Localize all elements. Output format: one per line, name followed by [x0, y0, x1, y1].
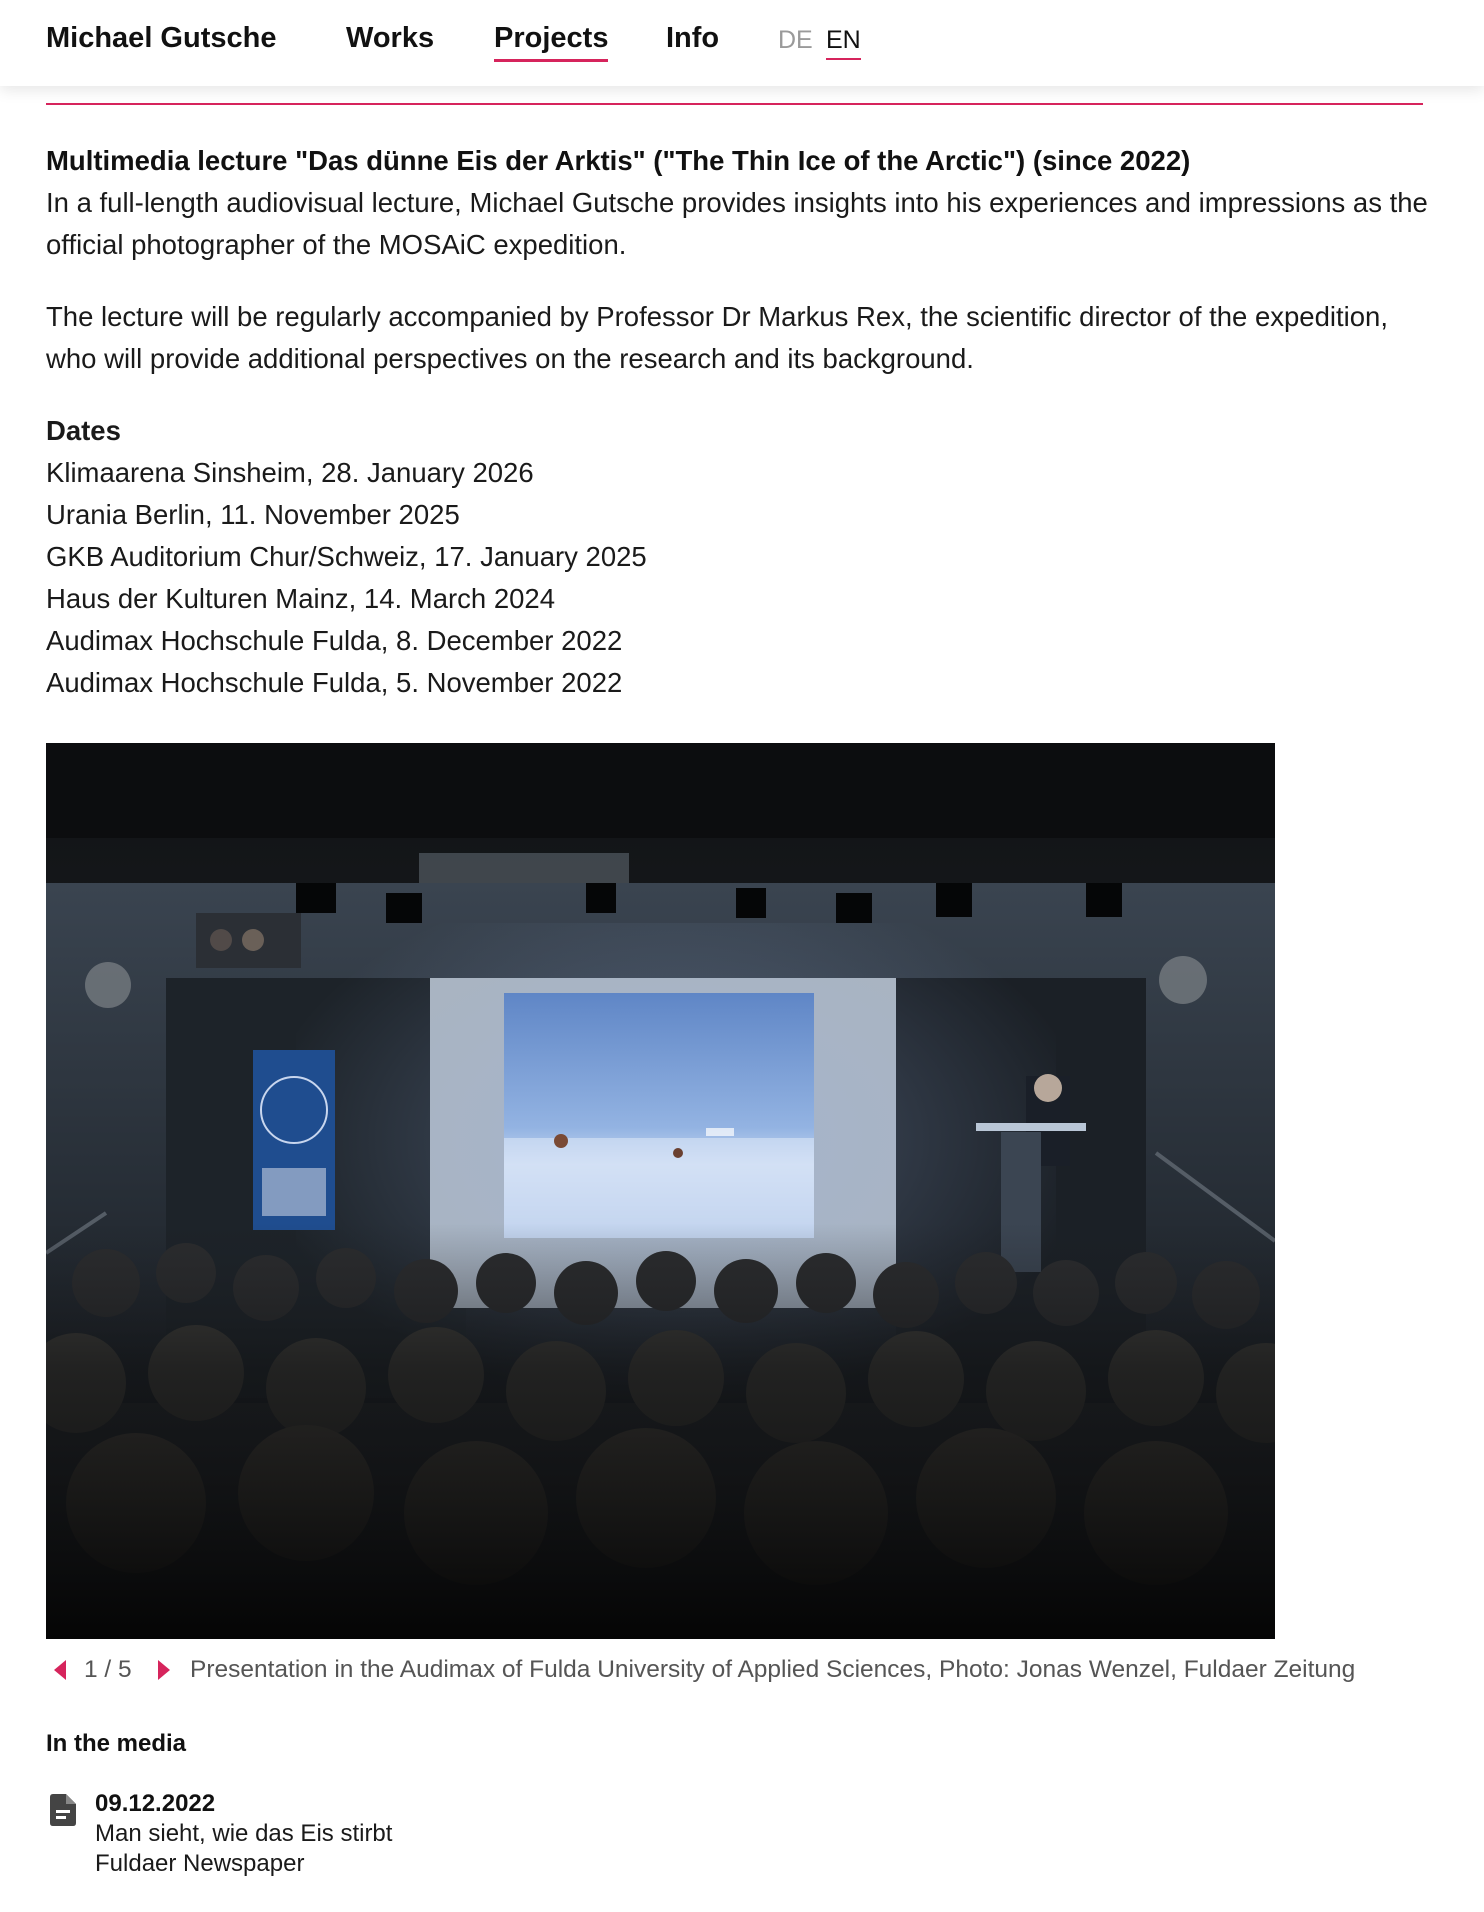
nav-info[interactable]: Info — [666, 22, 720, 54]
top-navigation — [0, 0, 1484, 86]
media-source: Fuldaer Newspaper — [95, 1850, 305, 1877]
media-article-link[interactable]: Man sieht, wie das Eis stirbt — [95, 1820, 393, 1847]
date-item: Haus der Kulturen Mainz, 14. March 2024 — [46, 583, 556, 614]
gallery-counter: 1 / 5 — [84, 1656, 132, 1683]
date-item: Klimaarena Sinsheim, 28. January 2026 — [46, 457, 534, 488]
nav-works[interactable]: Works — [346, 22, 435, 54]
accent-divider — [46, 103, 1423, 105]
date-item: Audimax Hochschule Fulda, 8. December 2022 — [46, 625, 623, 656]
gallery-caption: Presentation in the Audimax of Fulda University of Applied Sciences, Photo: Jonas Wenzel, Fuldaer Zeitung — [190, 1656, 1356, 1683]
next-arrow-icon[interactable] — [158, 1660, 170, 1680]
gallery-caption-row — [46, 1652, 1446, 1688]
project-accompaniment: The lecture will be regularly accompanied by Professor Dr Markus Rex, the scientific director of the expedition, who will provide additional perspectives on the research and its background. — [46, 301, 1388, 374]
gallery-photo[interactable] — [46, 743, 1275, 1639]
dates-heading: Dates — [46, 415, 121, 446]
site-brand[interactable]: Michael Gutsche — [46, 22, 277, 54]
project-intro: In a full-length audiovisual lecture, Michael Gutsche provides insights into his experiences and impressions as the official photographer of the MOSAiC expedition. — [46, 187, 1428, 260]
project-title: Multimedia lecture "Das dünne Eis der Arktis" ("The Thin Ice of the Arctic") (since 2022) — [46, 145, 1191, 176]
media-heading: In the media — [46, 1730, 187, 1757]
project-content — [46, 140, 1436, 704]
date-item: GKB Auditorium Chur/Schweiz, 17. January 2025 — [46, 541, 647, 572]
dates-list — [46, 452, 1436, 704]
lecture-hall-image — [46, 743, 1275, 1639]
previous-arrow-icon[interactable] — [54, 1660, 66, 1680]
date-item: Audimax Hochschule Fulda, 5. November 2022 — [46, 667, 623, 698]
language-de[interactable]: DE — [778, 26, 813, 54]
date-item: Urania Berlin, 11. November 2025 — [46, 499, 460, 530]
language-en[interactable]: EN — [826, 26, 861, 54]
media-date: 09.12.2022 — [95, 1790, 216, 1817]
document-icon — [50, 1794, 76, 1826]
nav-projects[interactable]: Projects — [494, 22, 609, 54]
